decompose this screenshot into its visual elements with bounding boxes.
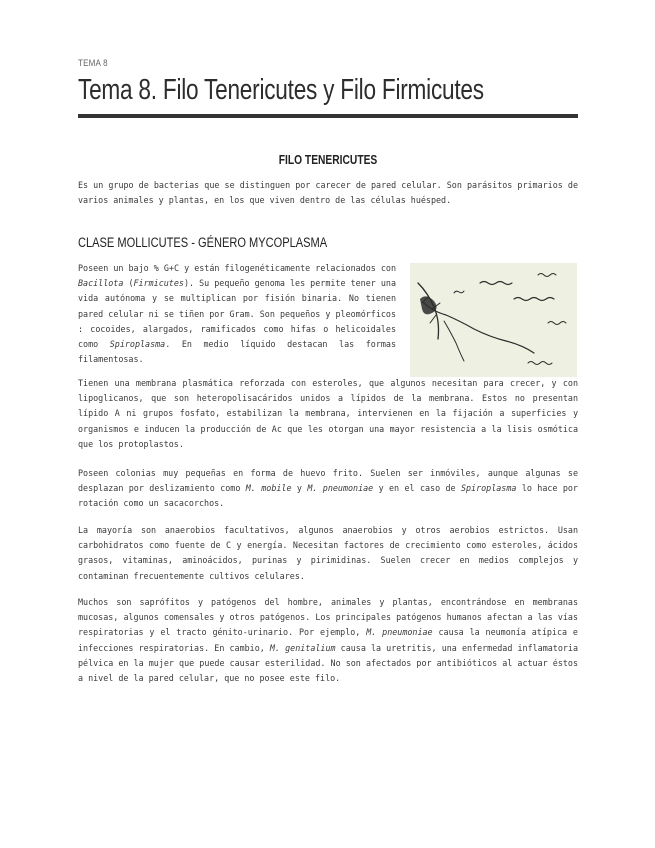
- micrograph-image: [410, 263, 577, 377]
- paragraph-metabolism: La mayoría son anaerobios facultativos, algunos anaerobios y otros aerobios estrictos. Usan carbohidratos como fuente de C y energía. Necesitan factores de crecimiento como esteroles, ácidos grasos, vitaminas, aminoácidos, purinas y pirimidinas. Suelen crecer en medios complejos y contaminan frecuentemente cultivos celulares.: [78, 525, 578, 581]
- paragraph-colonies: Poseen colonias muy pequeñas en forma de huevo frito. Suelen ser inmóviles, aunque algunas se desplazan por deslizamiento como M. mobile y M. pneumoniae y en el caso de Spiroplasma lo hace por rotación como un sacacorchos.: [78, 468, 578, 509]
- subsection-heading: CLASE MOLLICUTES - GÉNERO MYCOPLASMA: [78, 235, 328, 250]
- chapter-kicker: TEMA 8: [78, 58, 108, 69]
- mycoplasma-filaments-illustration: [410, 263, 577, 377]
- intro-paragraph: Es un grupo de bacterias que se distinguen por carecer de pared celular. Son parásitos primarios de varios animales y plantas, en los que viven dentro de las células huésped.: [78, 180, 578, 206]
- paragraph-morphology: Poseen un bajo % G+C y están filogenéticamente relacionados con Bacillota (Firmicutes). Su pequeño genoma les permite tener una vida autónoma y se multiplican por fisión binaria. No tienen pared celular ni se tiñen por Gram. Son pequeños y pleomórficos : cocoides, alargados, ramificados como hifas o helicoidales como Spiroplasma. En medio líquido destacan las formas filamentosas.: [78, 263, 396, 365]
- title-divider: [78, 114, 578, 118]
- paragraph-membrane: Tienen una membrana plasmática reforzada con esteroles, que algunos necesitan para crecer, y con lipoglicanos, que son heteropolisacáridos unidos a lípidos de la membrana. Estos no presentan lípido A ni grupos fosfato, estabilizan la membrana, intervienen en la fijación a superficies y organismos e inducen la producción de Ac que les otorgan una mayor resistencia a la lisis osmótica que los protoplastos.: [78, 378, 578, 449]
- section-heading: FILO TENERICUTES: [278, 153, 378, 167]
- paragraph-pathogens: Muchos son saprófitos y patógenos del hombre, animales y plantas, encontrándose en membranas mucosas, algunos comensales y otros patógenos. Los principales patógenos humanos afectan a las vías respiratorias y el tracto génito-urinario. Por ejemplo, M. pneumoniae causa la neumonía atípica e infecciones respiratorias. En cambio, M. genitalium causa la uretritis, una enfermedad inflamatoria pélvica en la mujer que puede causar esterilidad. No son afectados por antibióticos al actuar éstos a nivel de la pared celular, que no posee este filo.: [78, 597, 578, 684]
- page-title: Tema 8. Filo Tenericutes y Filo Firmicutes: [78, 74, 484, 106]
